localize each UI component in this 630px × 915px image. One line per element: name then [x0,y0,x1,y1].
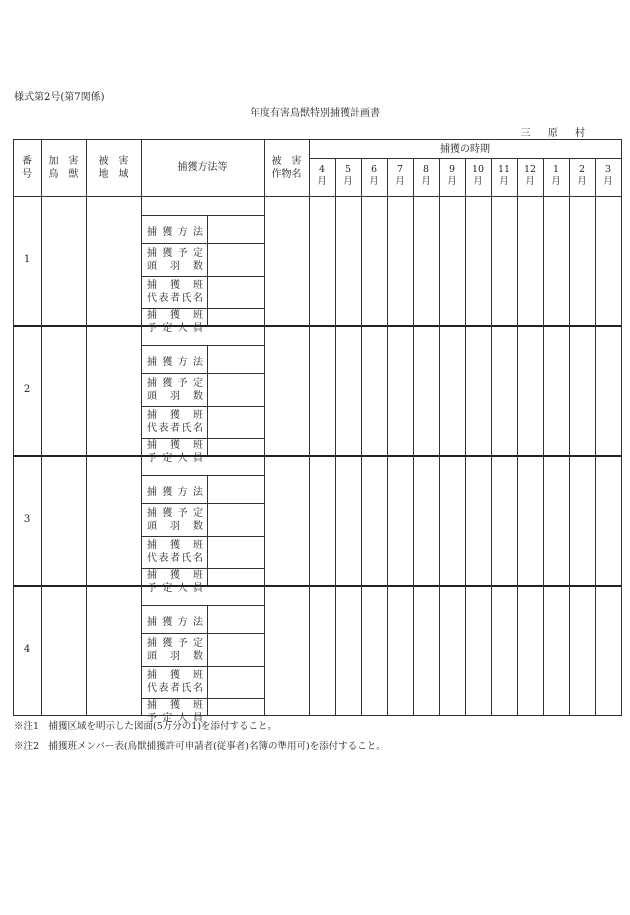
header-month-part: 月 [369,176,379,187]
method-label-char: 捕 [147,410,157,421]
method-label-char: 氏 [181,683,192,694]
method-label-char: 捕 [147,486,157,498]
method-label-line [147,520,203,533]
method-label-char: 者 [170,293,180,304]
header-month-part: 月 [499,176,509,187]
header-month-part: 1 [552,164,560,175]
method-label-char: 人 [177,453,188,464]
method-label-char: 数 [193,520,203,532]
method-split-line [207,605,208,716]
month-column-line [387,158,388,715]
header-month-part: 2 [578,164,586,175]
method-label-char: 頭 [147,650,157,662]
header-month [387,164,413,188]
header-month [569,164,595,188]
method-label-char: 獲 [170,700,180,711]
method-label [147,486,203,499]
table-border-top [13,139,621,140]
method-label-char: 羽 [170,520,180,532]
header-area-line: 地 域 [98,169,129,180]
document-title: 年度有害鳥獣特別捕獲計画書 [250,108,380,119]
method-label-char: 班 [193,280,203,291]
method-label-line [147,260,203,273]
method-label-char: 員 [192,713,203,724]
header-crop-line: 作物名 [271,169,302,180]
month-column-line [335,158,336,715]
column-line [264,139,265,715]
method-sub-line [141,536,264,537]
header-month [439,164,465,188]
row-number: 4 [23,644,31,655]
header-month [335,164,361,188]
method-label [147,569,203,595]
method-label [147,439,203,465]
method-sub-line [141,243,264,244]
method-label [147,637,203,663]
header-month-part: 月 [603,176,613,187]
method-label-char: 捕 [147,280,157,291]
method-label-char: 獲 [162,356,173,368]
method-label-line [147,279,203,292]
method-sub-line [141,345,264,346]
method-label-char: 方 [177,616,188,628]
table-border-right [621,139,622,715]
header-month-part: 月 [395,176,405,187]
method-label-line [147,377,203,390]
method-label-line [147,390,203,403]
method-split-line [207,215,208,326]
method-label-line [147,650,203,663]
method-label-char: 名 [193,553,203,564]
method-label-line [147,486,203,499]
method-label-char: 数 [193,260,203,272]
method-sub-line [141,503,264,504]
method-label-char: 捕 [147,226,157,238]
method-label-line [147,322,203,335]
note-2: ※注2 捕獲班メンバー表(鳥獣捕獲許可申請者(従事者)名簿の準用可)を添付すること。 [14,741,386,752]
method-label-line [147,356,203,369]
method-label-char: 表 [158,423,169,434]
method-label-line [147,569,203,582]
method-label-char: 獲 [162,226,173,238]
header-month-part: 月 [577,176,587,187]
method-label-char: 捕 [147,507,157,519]
method-label-char: 捕 [147,670,157,681]
table-border-bottom [13,715,622,716]
method-label-char: 獲 [162,247,173,259]
method-label-char: 定 [192,507,203,519]
method-label-char: 捕 [147,570,157,581]
header-number [13,155,41,181]
header-month [309,164,335,188]
month-column-line [595,158,596,715]
method-label-char: 班 [193,440,203,451]
method-label-char: 代 [147,293,157,304]
method-label-char: 表 [158,553,169,564]
method-sub-line [141,633,264,634]
method-label [147,507,203,533]
method-label-char: 数 [193,390,203,402]
method-label-line [147,247,203,260]
method-label [147,409,203,435]
method-label-line [147,507,203,520]
method-label-line [147,582,203,595]
method-label-char: 予 [147,713,157,724]
header-month-part: 7 [396,164,404,175]
method-label-char: 法 [192,486,203,498]
method-label-char: 獲 [170,310,180,321]
header-month [361,164,387,188]
note-1: ※注1 捕獲区域を明示した図面(5万分の1)を添付すること。 [14,721,278,732]
header-month-part: 8 [422,164,430,175]
column-line [141,139,142,715]
method-label-char: 捕 [147,616,157,628]
method-label-char: 定 [192,247,203,259]
header-month-part: 月 [473,176,483,187]
row-separator [13,455,621,457]
method-label-char: 法 [192,616,203,628]
table-border-left [13,139,14,715]
method-label-char: 名 [193,293,203,304]
header-bottom-line [13,196,621,197]
header-month-part: 10 [471,164,485,175]
method-sub-line [141,406,264,407]
method-label [147,377,203,403]
month-column-line [491,158,492,715]
month-column-line [413,158,414,715]
method-label-char: 人 [177,713,188,724]
method-label-char: 数 [193,650,203,662]
method-label [147,616,203,629]
method-sub-line [141,475,264,476]
method-label [147,226,203,239]
method-label-char: 者 [170,553,180,564]
method-label-line [147,452,203,465]
method-sub-line [141,666,264,667]
method-label-char: 予 [177,637,188,649]
method-label-char: 獲 [162,637,173,649]
header-crop [264,155,309,181]
method-label-char: 捕 [147,356,157,368]
method-label-char: 人 [177,583,188,594]
method-label-char: 者 [170,683,180,694]
header-month [517,164,543,188]
month-column-line [465,158,466,715]
method-label-char: 獲 [170,440,180,451]
method-label-char: 代 [147,553,157,564]
method-label-char: 予 [177,377,188,389]
header-month-part: 12 [523,164,537,175]
form-number: 様式第2号(第7関係) [14,92,105,103]
header-month-part: 月 [525,176,535,187]
method-label-char: 獲 [162,377,173,389]
header-month-part: 月 [447,176,457,187]
village-name: 三 原 村 [520,128,592,139]
method-label-char: 頭 [147,520,157,532]
method-label [147,669,203,695]
method-label-char: 方 [177,356,188,368]
method-label-char: 人 [177,323,188,334]
column-line [309,139,310,715]
header-month-part: 4 [318,164,326,175]
header-month [465,164,491,188]
method-label-char: 代 [147,683,157,694]
header-month-part: 月 [317,176,327,187]
method-label-line [147,637,203,650]
header-number-char: 番 [22,156,32,167]
method-label-char: 代 [147,423,157,434]
header-month-part: 6 [370,164,378,175]
method-label-char: 捕 [147,540,157,551]
method-label-char: 定 [162,323,173,334]
column-line [86,139,87,715]
method-label-char: 予 [177,247,188,259]
method-label-char: 法 [192,226,203,238]
header-month-part: 3 [604,164,612,175]
header-season: 捕獲の時期 [440,144,490,155]
method-label-line [147,309,203,322]
method-label-char: 定 [162,583,173,594]
method-label-char: 定 [162,713,173,724]
method-label-char: 名 [193,423,203,434]
method-label-line [147,552,203,565]
method-label-char: 表 [158,293,169,304]
month-column-line [517,158,518,715]
method-label-char: 員 [192,583,203,594]
method-label-char: 羽 [170,390,180,402]
month-column-line [569,158,570,715]
method-label [147,539,203,565]
month-column-line [361,158,362,715]
header-month-part: 5 [344,164,352,175]
method-label-line [147,439,203,452]
method-label-char: 獲 [170,410,180,421]
header-number-char: 号 [22,169,32,180]
method-label-char: 定 [192,377,203,389]
method-label-char: 獲 [162,616,173,628]
method-label-char: 班 [193,310,203,321]
method-label [147,356,203,369]
method-label-line [147,616,203,629]
header-month-part: 11 [497,164,511,175]
method-label-char: 定 [162,453,173,464]
method-label [147,247,203,273]
method-label-char: 員 [192,453,203,464]
method-label-char: 予 [147,583,157,594]
plan-table [13,139,621,724]
method-label-char: 獲 [170,670,180,681]
header-month [491,164,517,188]
method-label-char: 獲 [162,507,173,519]
method-label-char: 員 [192,323,203,334]
method-label-char: 羽 [170,260,180,272]
method-label-char: 者 [170,423,180,434]
method-label-char: 捕 [147,637,157,649]
header-animal-line: 鳥 獣 [48,169,79,180]
row-number: 1 [23,254,31,265]
row-number: 2 [23,384,31,395]
method-label-char: 方 [177,486,188,498]
row-number: 3 [23,514,31,525]
method-label-char: 表 [158,683,169,694]
method-label-char: 氏 [181,293,192,304]
method-label-char: 法 [192,356,203,368]
header-month-part: 9 [448,164,456,175]
header-animal-line: 加 害 [48,156,79,167]
method-sub-line [141,373,264,374]
header-month-part: 月 [551,176,561,187]
method-label-char: 定 [192,637,203,649]
header-area [86,155,141,181]
row-separator [13,585,621,587]
method-label-char: 氏 [181,423,192,434]
method-label-char: 獲 [170,540,180,551]
row-separator [13,325,621,327]
method-split-line [207,475,208,586]
method-split-line [207,345,208,456]
method-label-line [147,699,203,712]
header-method: 捕獲方法等 [177,162,228,173]
method-label-char: 羽 [170,650,180,662]
method-label-char: 捕 [147,247,157,259]
method-label [147,309,203,335]
method-label-line [147,409,203,422]
method-label-line [147,292,203,305]
method-label-char: 捕 [147,440,157,451]
method-label-char: 班 [193,570,203,581]
method-label-char: 獲 [170,570,180,581]
header-animal [41,155,86,181]
method-label-char: 捕 [147,377,157,389]
method-label [147,279,203,305]
method-label-char: 班 [193,540,203,551]
method-label-char: 頭 [147,260,157,272]
method-label-line [147,422,203,435]
method-label-char: 捕 [147,310,157,321]
method-label-line [147,669,203,682]
header-month-part: 月 [421,176,431,187]
method-label-line [147,539,203,552]
method-label-char: 班 [193,700,203,711]
method-sub-line [141,215,264,216]
method-label-char: 班 [193,410,203,421]
method-sub-line [141,605,264,606]
column-line [41,139,42,715]
method-label-char: 班 [193,670,203,681]
method-label-line [147,226,203,239]
method-label-char: 方 [177,226,188,238]
header-month [595,164,621,188]
method-label-char: 予 [147,453,157,464]
method-sub-line [141,276,264,277]
method-label-char: 予 [177,507,188,519]
method-label-line [147,682,203,695]
method-label-char: 獲 [162,486,173,498]
header-month-part: 月 [343,176,353,187]
month-column-line [439,158,440,715]
method-label-char: 予 [147,323,157,334]
header-month [413,164,439,188]
month-column-line [543,158,544,715]
header-month [543,164,569,188]
header-area-line: 被 害 [98,156,129,167]
method-label-char: 頭 [147,390,157,402]
method-label-char: 名 [193,683,203,694]
method-label-char: 捕 [147,700,157,711]
method-label-char: 獲 [170,280,180,291]
method-label-char: 氏 [181,553,192,564]
header-crop-line: 被 害 [271,156,302,167]
